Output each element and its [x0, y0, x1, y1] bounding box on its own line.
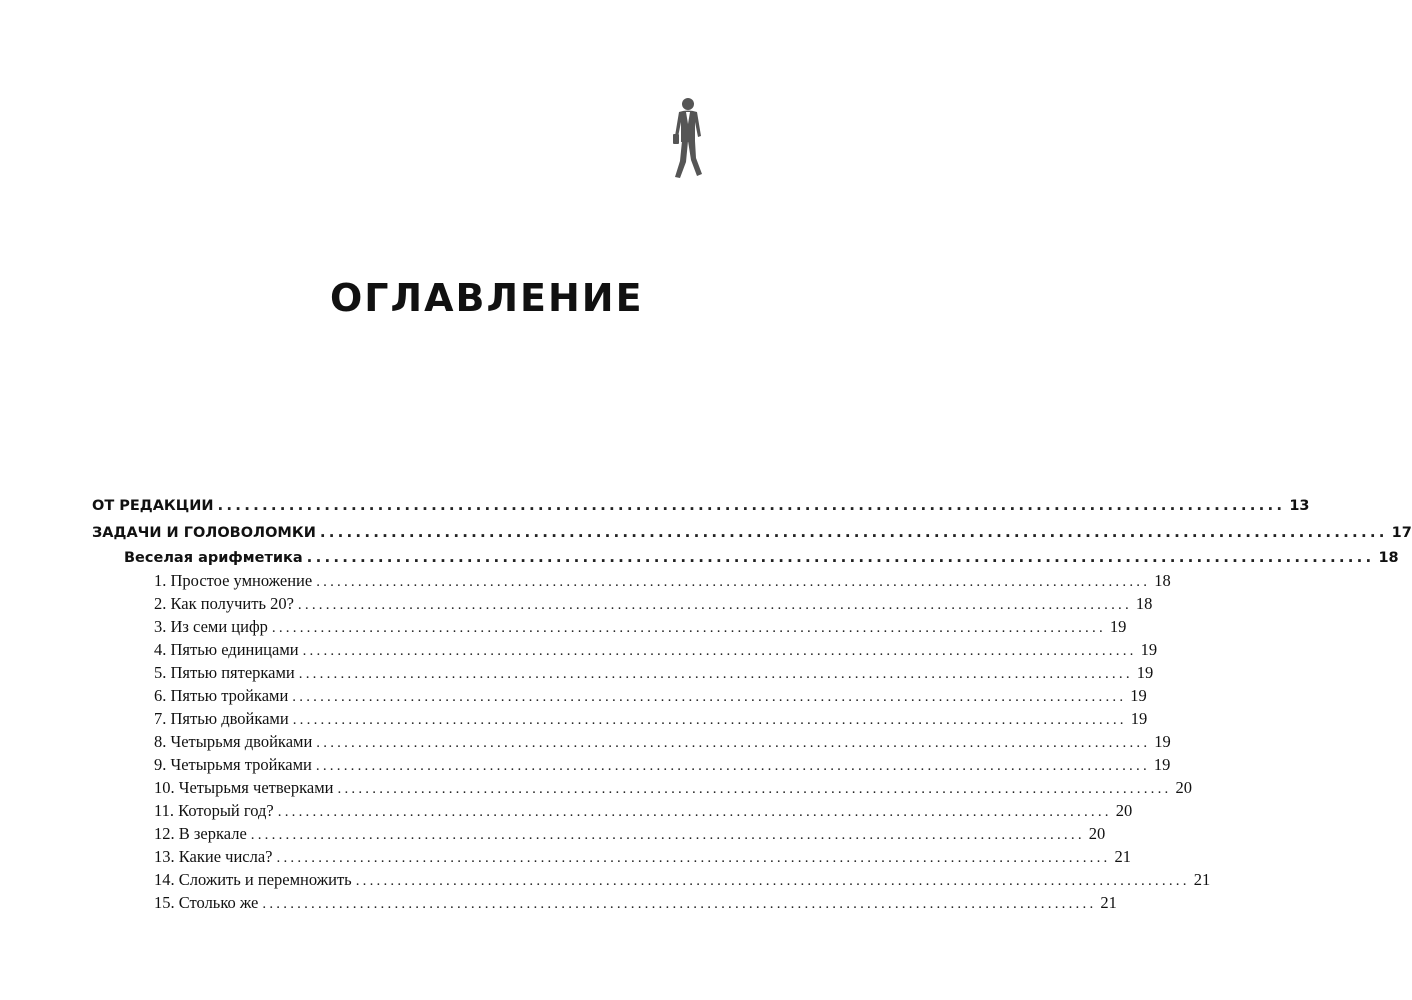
- toc-entry-title: 14. Сложить и перемножить: [154, 868, 356, 891]
- toc-entry[interactable]: [92, 730, 1171, 753]
- toc-entry-title: 3. Из семи цифр: [154, 615, 272, 638]
- dot-leader: ........................................................................................................................: [297, 597, 1132, 613]
- toc-entry-page-number: 19: [1109, 617, 1127, 636]
- toc-entry-page-number: 17: [1391, 525, 1412, 541]
- dot-leader: ........................................................................................................................: [316, 574, 1151, 590]
- toc-entry[interactable]: [92, 707, 1148, 730]
- toc-entry[interactable]: [92, 592, 1153, 615]
- toc-entry-title: 12. В зеркале: [154, 822, 251, 845]
- toc-entry[interactable]: [92, 776, 1192, 799]
- toc-entry[interactable]: [92, 753, 1171, 776]
- dot-leader: ........................................................................................................................: [276, 850, 1111, 866]
- toc-entry[interactable]: [92, 822, 1106, 845]
- toc-entry[interactable]: [92, 492, 1310, 519]
- dot-leader: ........................................................................................................................: [337, 781, 1172, 797]
- toc-entry[interactable]: [92, 638, 1158, 661]
- toc-entry[interactable]: [92, 569, 1171, 592]
- toc-entry-title: ОТ РЕДАКЦИИ: [92, 493, 218, 520]
- dot-leader: ........................................................................................................................: [292, 712, 1127, 728]
- toc-entry-title: 13. Какие числа?: [154, 845, 277, 868]
- dot-leader: ........................................................................................................................: [292, 689, 1127, 705]
- toc-entry[interactable]: [92, 868, 1211, 891]
- toc-entry-page-number: 21: [1100, 893, 1117, 912]
- toc-entry[interactable]: [92, 891, 1117, 914]
- dot-leader: ........................................................................................................................: [316, 735, 1151, 751]
- toc-entry-page-number: 18: [1154, 571, 1171, 590]
- toc-entry[interactable]: [92, 684, 1147, 707]
- dot-leader: ........................................................................................................................: [315, 758, 1150, 774]
- toc-entry-page-number: 20: [1115, 801, 1133, 820]
- toc-entry-title: 7. Пятью двойками: [154, 707, 293, 730]
- dot-leader: ........................................................................................................................: [355, 873, 1190, 889]
- dot-leader: ........................................................................................................................: [319, 523, 1388, 541]
- toc-entry-page-number: 18: [1135, 594, 1153, 613]
- toc-entry-page-number: 21: [1193, 870, 1211, 889]
- table-of-contents: [92, 492, 1412, 914]
- toc-entry[interactable]: [92, 845, 1131, 868]
- toc-entry-title: 5. Пятью пятерками: [154, 661, 299, 684]
- toc-entry-title: 6. Пятью тройками: [154, 684, 292, 707]
- toc-entry-page-number: 19: [1154, 732, 1171, 751]
- toc-entry[interactable]: [92, 546, 1399, 569]
- toc-entry-page-number: 19: [1130, 709, 1148, 728]
- toc-entry[interactable]: [92, 615, 1127, 638]
- toc-entry-title: 2. Как получить 20?: [154, 592, 298, 615]
- dot-leader: ........................................................................................................................: [277, 804, 1112, 820]
- dot-leader: ........................................................................................................................: [306, 548, 1375, 566]
- toc-entry-title: 11. Который год?: [154, 799, 278, 822]
- toc-entry-page-number: 20: [1175, 778, 1192, 797]
- toc-entry-page-number: 19: [1153, 755, 1171, 774]
- toc-entry-page-number: 13: [1289, 498, 1310, 514]
- toc-entry[interactable]: [92, 519, 1412, 546]
- toc-entry-title: 15. Столько же: [154, 891, 262, 914]
- walking-man-icon: [668, 96, 712, 182]
- toc-entry-title: 1. Простое умножение: [154, 569, 316, 592]
- toc-entry[interactable]: [92, 661, 1154, 684]
- toc-entry-page-number: 20: [1088, 824, 1106, 843]
- toc-entry-title: Веселая арифметика: [124, 547, 307, 570]
- toc-entry-page-number: 18: [1378, 550, 1399, 566]
- dot-leader: ........................................................................................................................: [250, 827, 1085, 843]
- dot-leader: ........................................................................................................................: [302, 643, 1137, 659]
- dot-leader: ........................................................................................................................: [298, 666, 1133, 682]
- toc-entry-title: 9. Четырьмя тройками: [154, 753, 316, 776]
- toc-entry-page-number: 19: [1140, 640, 1158, 659]
- page-title: ОГЛАВЛЕНИЕ: [330, 276, 644, 320]
- toc-entry-page-number: 21: [1114, 847, 1131, 866]
- toc-entry-page-number: 19: [1136, 663, 1154, 682]
- toc-entry-title: 4. Пятью единицами: [154, 638, 303, 661]
- dot-leader: ........................................................................................................................: [262, 896, 1097, 912]
- toc-entry-page-number: 19: [1130, 686, 1147, 705]
- dot-leader: ........................................................................................................................: [271, 620, 1106, 636]
- toc-entry-title: ЗАДАЧИ И ГОЛОВОЛОМКИ: [92, 520, 320, 547]
- dot-leader: ........................................................................................................................: [217, 496, 1286, 514]
- toc-entry-title: 8. Четырьмя двойками: [154, 730, 316, 753]
- toc-entry[interactable]: [92, 799, 1133, 822]
- toc-entry-title: 10. Четырьмя четверками: [154, 776, 338, 799]
